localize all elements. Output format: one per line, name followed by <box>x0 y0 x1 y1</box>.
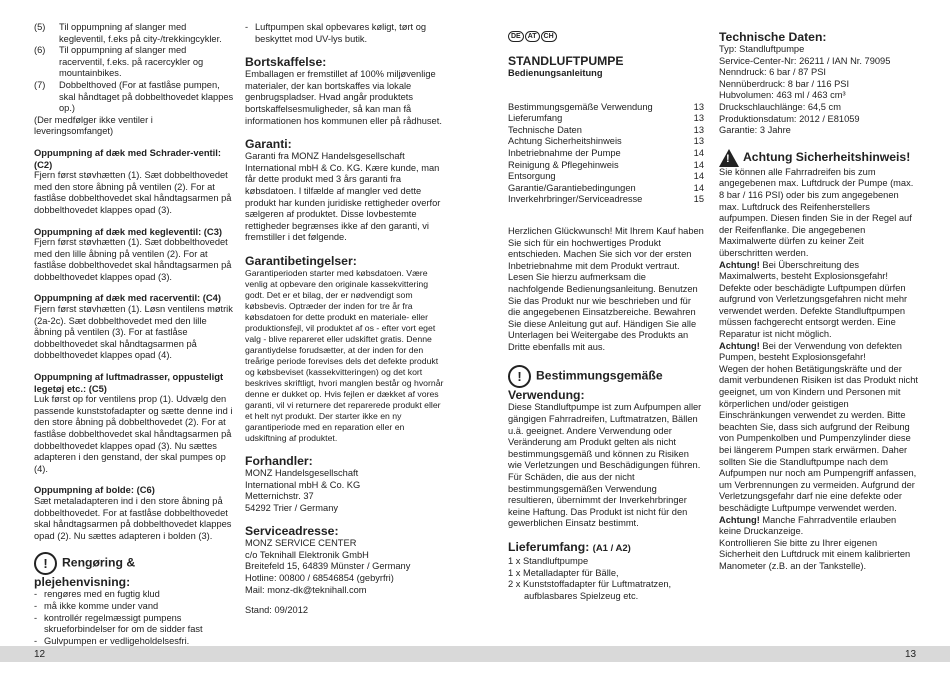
tech-line: Nenndruck: 6 bar / 87 PSI <box>719 67 826 78</box>
delivery-item: 2 x Kunststoffadapter für Luftmatratzen, <box>508 579 672 590</box>
service-line: Breitefeld 15, 64839 Münster / Germany <box>245 561 411 572</box>
parts-note: (Der medfølger ikke ventiler i leveringsomfanget) <box>34 114 153 137</box>
parts-list <box>34 22 234 115</box>
usage-heading: ! Bestimmungsgemäße Verwendung: <box>508 365 704 402</box>
page-number-right: 13 <box>905 649 917 660</box>
toc-row: Inverkehrbringer/Serviceadresse 15 <box>508 194 704 205</box>
guarantee-text: Garanti fra MONZ Handelsgesellschaft International mbH & Co. KG. Kære kunde, man får dette produkt med 3 års garanti fra købsdatoen. I tilfælde af mangler ved dette produkt har kunden juridiske rettigheder overfor sælgeren af produktet. Disse lovbestemte rettigheder begrænses ikke af den garanti, vi fremstiller i det følgende. <box>245 151 441 243</box>
delivery-item: 1 x Metalladapter für Bälle, <box>508 567 619 578</box>
dealer-heading: Forhandler: <box>245 453 313 468</box>
section-heading: Oppumpning af luftmadrasser, oppusteligt legetøj etc.: (C5) <box>34 371 224 394</box>
usage-text: Diese Standluftpumpe ist zum Aufpumpen aller gängigen Fahrradreifen, Luftmatratzen, Bällen u.ä. geeignet. Andere Verwendung oder Veränderung am Produkt gelten als nicht bestimmungsgemäß und können zu Risiken wie Verletzungen und Beschädigungen führen. Für Schäden, die aus der nicht bestimmungsgemäßen Verwendung resultieren, übernimmt der Inverkehrbringer keine Haftung. Das Produkt ist nicht für den gewerblichen Einsatz bestimmt. <box>508 402 702 529</box>
warning-text: Wegen der hohen Betätigungskräfte und der damit verbundenen Risiken ist das Produkt nicht geeignet, um von Kindern und Personen mit körperlichen und/oder geistigen Einschränkungen verwendet zu werden. Bitte beachten Sie, dass sich aufgrund der Reibung von Pumpenkolben und Pumpenzylinder diese bei längerem Pumpen stark erwärmen. Daher sollten Sie die Standluftpumpe nach dem Aufpumpen nur noch am Pumpengriff anfassen, um Verbrennungen zu vermeiden. Aufgrund der Verletzungsgefahr darf nie eine defekte oder beschädigte Luftpumpe verwendet werden. <box>719 363 918 513</box>
conditions-text: Garantiperioden starter med købsdatoen. Være venlig at opbevare den originale kassekvittering godt. Det er et bilag, der er nødvendigt som købsbevis. Optræder der inden for tre år fra købsdatoen for dette produkt en materiale- eller produktionsfejl, vil produktet af os - efter vort eget valg - blive repareret eller udskiftet gratis. Denne garantiydelse forudsætter, at der inden for den treårige periode forevises dels det defekte produkt og købsbeviset (kassekvitteringen) og det kort beskrives skriftligt, hvori manglen består og hvornår denne er dukket op. Hvis fejlen er dækket af vores garanti, vil vi returnere det reparerede produkt eller et helt nyt produkt. Der starter ikke en ny garantiperiode med en reparation eller en udskiftning af produktet. <box>245 267 444 443</box>
dealer-line: MONZ Handelsgesellschaft <box>245 467 359 478</box>
tech-line: Hubvolumen: 463 ml / 463 cm³ <box>719 90 846 101</box>
list-item: - Gulvpumpen er vedligeholdelsesfri. <box>34 635 190 646</box>
delivery-item: 1 x Standluftpumpe <box>508 556 589 566</box>
delivery-heading: Lieferumfang: (A1 / A2) <box>508 540 631 554</box>
product-subtitle: Bedienungsanleitung <box>508 68 603 78</box>
product-title: STANDLUFTPUMPE <box>508 54 624 68</box>
section-heading: Oppumpning af dæk med racerventil: (C4) <box>34 292 222 304</box>
intro-text: Herzlichen Glückwunsch! Mit Ihrem Kauf haben Sie sich für ein hochwertiges Produkt entschieden. Machen Sie sich vor der ersten Inbetriebnahme mit dem Produkt vertraut. Lesen Sie hierzu aufmerksam die nachfolgende Bedienungsanleitung. Benutzen Sie das Produkt nur wie beschrieben und für die angegebenen Einsatzbereiche. Bewahren Sie diese Anleitung gut auf. Händigen Sie alle Unterlagen bei Weitergabe des Produkts an Dritte ebenfalls mit aus. <box>508 225 704 352</box>
section-text: Fjern først støvhætten (1). Løsn ventilens møtrik (2a-2c). Sæt dobbelthovedet med den lille åbning på ventilen (3). For at fastlåse dobbelthovedet skal håndtagsarmen på dobbelthovedet klappes opad (4). <box>34 304 233 361</box>
section-heading: Oppumpning af bolde: (C6) <box>34 484 155 496</box>
delivery-item: aufblasbares Spielzeug etc. <box>524 590 639 601</box>
list-item: (7) Dobbelthoved (For at fastlåse pumpen, skal håndtaget på dobbelthovedet klappes op.) <box>34 79 234 114</box>
section-text: Sæt metaladapteren ind i den store åbning på dobbelthovedet. For at fastlåse dobbelthovedet skal håndtagsarmen på dobbelthovedet klappes opad (2). Nu sættes adapteren i bolden (3). <box>34 495 232 541</box>
toc-row: Reinigung & Pflegehinweis 14 <box>508 159 704 170</box>
care-list <box>34 589 234 647</box>
list-item: (6) Til oppumpning af slanger med racerventil, f.eks. på racercykler og mountainbikes. <box>34 45 204 79</box>
list-item: - Luftpumpen skal opbevares køligt, tørt og beskyttet mod UV-lys butik. <box>245 22 427 44</box>
tech-heading: Technische Daten: <box>719 30 827 44</box>
country-badges <box>508 30 704 42</box>
column-4 <box>719 30 919 573</box>
exclamation-circle-icon: ! <box>508 365 531 388</box>
country-badge: AT <box>525 31 540 42</box>
service-line: Mail: monz-dk@teknihall.com <box>245 584 367 595</box>
tech-line: Nennüberdruck: 8 bar / 116 PSI <box>719 78 850 89</box>
warning-icon <box>719 149 739 167</box>
column-2 <box>245 22 445 617</box>
tech-line: Service-Center-Nr: 26211 / IAN Nr. 79095 <box>719 55 891 66</box>
tech-line: Druckschlauchlänge: 64,5 cm <box>719 101 841 112</box>
column-3 <box>508 30 704 602</box>
guarantee-heading: Garanti: <box>245 137 292 152</box>
list-item: - rengøres med en fugtig klud <box>34 589 160 600</box>
section-heading: Oppumpning af dæk med Schrader-ventil: (C2) <box>34 146 222 170</box>
toc-row: Inbetriebnahme der Pumpe 14 <box>508 147 704 158</box>
list-item: - kontrollér regelmæssigt pumpens skrueforbindelser for om de sidder fast <box>34 612 203 635</box>
dealer-line: International mbH & Co. KG <box>245 479 361 490</box>
warning-text: Achtung! Bei Überschreitung des Maximalwerts, besteht Explosionsgefahr! <box>719 259 888 282</box>
stand-date: Stand: 09/2012 <box>245 605 309 616</box>
country-badge: DE <box>508 31 524 42</box>
toc-row: Entsorgung 14 <box>508 171 704 182</box>
toc-row: Technische Daten 13 <box>508 124 704 135</box>
list-item: (5) Til oppumpning af slanger med kegleventil, f.eks på city-/trekkingcykler. <box>34 22 222 44</box>
service-heading: Serviceadresse: <box>245 524 339 539</box>
country-badge: CH <box>541 31 557 42</box>
warning-text: Defekte oder beschädigte Luftpumpen dürfen aufgrund von Verletzungsgefahren nicht mehr verwendet werden. Defekte Standluftpumpen müssen fachgerecht entsorgt werden. Eine Reparatur ist nicht möglich. <box>719 282 908 340</box>
exclamation-circle-icon: ! <box>34 552 57 575</box>
warning-heading: !Achtung Sicherheitshinweis! <box>719 149 919 167</box>
footer-bar <box>0 646 950 662</box>
list-item: - må ikke komme under vand <box>34 600 159 611</box>
service-line: c/o Teknihall Elektronik GmbH <box>245 549 369 560</box>
toc-row: Garantie/Garantiebedingungen 14 <box>508 182 704 193</box>
table-of-contents <box>508 102 704 206</box>
section-text: Luk først op for ventilens prop (1). Udvælg den passende kunststofadapter og sætte denne ind i den store åbning på dobbelthovedet (2). For at fastlåse dobbelthovedet skal håndtagsarmen på dobbelthovedet klappes opad (3). Nu sættes adapteren i den genstand, der skal pumpes op (4). <box>34 394 233 474</box>
page-number-left: 12 <box>34 649 46 660</box>
section-heading: Oppumpning af dæk med kegleventil: (C3) <box>34 225 223 237</box>
dealer-line: Metternichstr. 37 <box>245 491 314 502</box>
section-text: Fjern først støvhætten (1). Sæt dobbelthovedet med den store åbning på ventilen (2). For at fastlåse dobbelthovedet skal håndtagsarmen på dobbelthovedet klappes opad (3). <box>34 170 232 215</box>
tech-line: Garantie: 3 Jahre <box>719 125 791 136</box>
disposal-heading: Bortskaffelse: <box>245 55 327 70</box>
dealer-line: 54292 Trier / Germany <box>245 502 339 513</box>
warning-text: Achtung! Manche Fahrradventile erlauben keine Druckanzeige. <box>719 514 897 537</box>
conditions-heading: Garantibetingelser: <box>245 253 357 268</box>
section-text: Fjern først støvhætten (1). Sæt dobbelthovedet med den lille åbning på ventilen (2). For at fastlåse dobbelthovedet skal håndtagsarmen på dobbelthovedet klappes opad (3). <box>34 237 232 282</box>
toc-row: Lieferumfang 13 <box>508 113 704 124</box>
toc-row: Achtung Sicherheitshinweis 13 <box>508 136 704 147</box>
disposal-text: Emballagen er fremstillet af 100% miljøvenlige materialer, der kan bortskaffes via lokale genbrugspladser. Hvad angår produktets bortskaffelsesmuligheder, så kan man få informationen hos kommunen eller på rådhuset. <box>245 69 442 126</box>
service-line: MONZ SERVICE CENTER <box>245 538 357 549</box>
tech-line: Produktionsdatum: 2012 / E81059 <box>719 113 860 124</box>
tech-line: Typ: Standluftpumpe <box>719 44 805 54</box>
toc-row: Bestimmungsgemäße Verwendung 13 <box>508 101 704 112</box>
warning-text: Kontrollieren Sie bitte zu Ihrer eigenen Sicherheit den Luftdruck mit einem kalibrierten Manometer (z.B. an der Tankstelle). <box>719 537 911 571</box>
warning-text: Sie können alle Fahrradreifen bis zum angegebenen max. Luftdruck der Pumpe (max. 8 bar / 116 PSI) oder bis zum angegebenen max. Luftdruck des Reifenherstellers aufpumpen. Diesen finden Sie in der Regel auf der Reifenflanke. Die angegebenen Maximalwerte dürfen zu keiner Zeit überschritten werden. <box>719 166 914 258</box>
care-heading: ! Rengøring & plejehenvisning: <box>34 552 234 589</box>
warning-text: Achtung! Bei der Verwendung von defekten Pumpen, besteht Explosionsgefahr! <box>719 340 902 363</box>
column-1 <box>34 22 234 647</box>
service-line: Hotline: 00800 / 68546854 (gebyrfri) <box>245 573 394 584</box>
